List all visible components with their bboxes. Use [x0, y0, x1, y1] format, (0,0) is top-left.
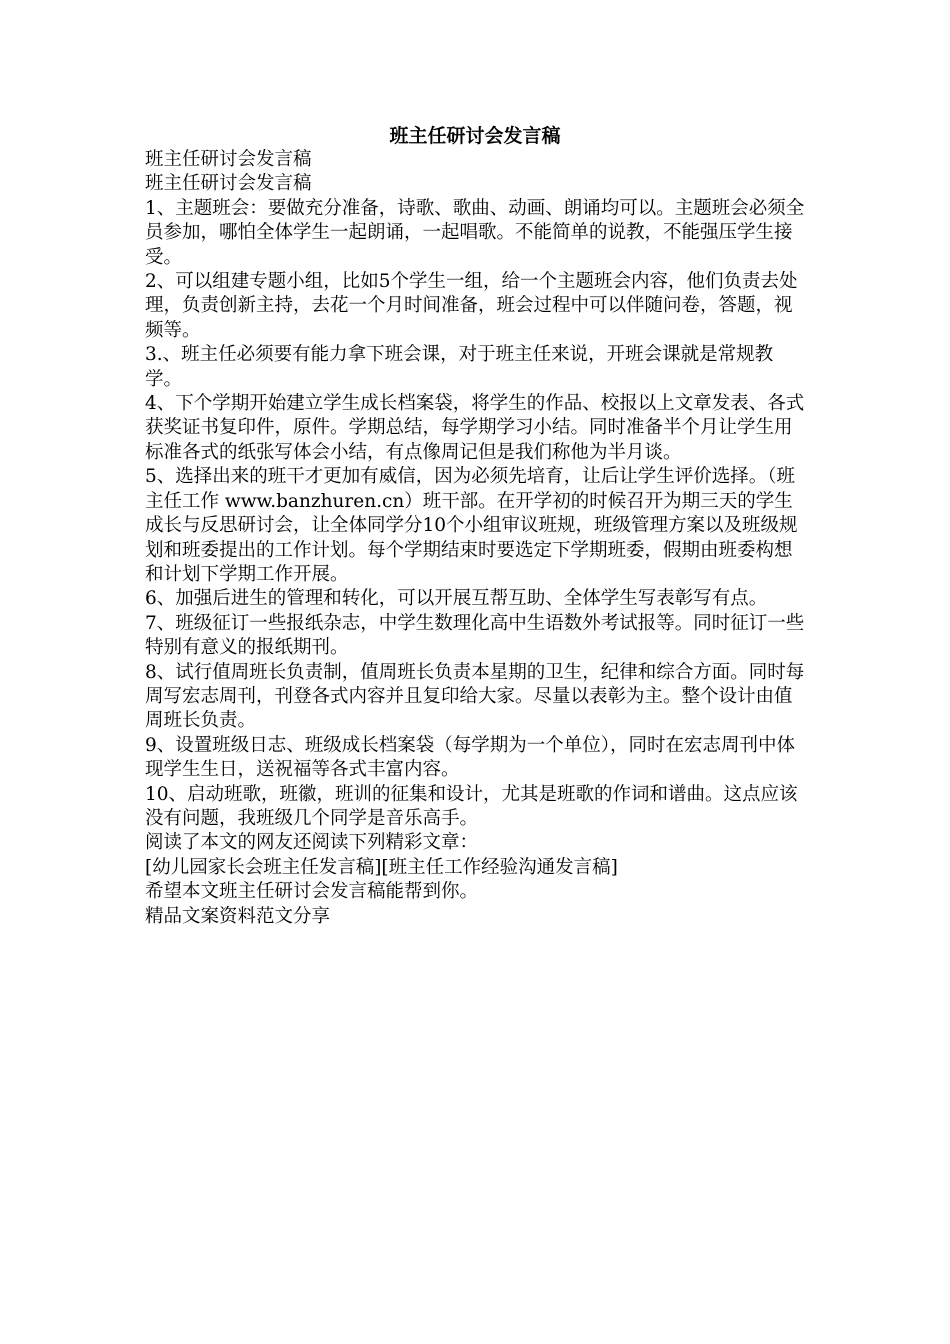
related-articles-links[interactable]: [幼儿园家长会班主任发言稿][班主任工作经验沟通发言稿]: [145, 856, 618, 878]
paragraph-item-6: 6、加强后进生的管理和转化，可以开展互帮互助、全体学生写表彰写有点。: [145, 588, 768, 610]
paragraph-heading-1: 班主任研讨会发言稿: [145, 149, 312, 170]
paragraph-item-10: 10、启动班歌，班徽，班训的征集和设计，尤其是班歌的作词和谱曲。这点应该没有问题，我班级几个同学是音乐高手。: [145, 783, 798, 829]
closing-note: 希望本文班主任研讨会发言稿能帮到你。: [145, 881, 479, 903]
paragraph-item-5: 5、选择出来的班干才更加有威信，因为必须先培育，让后让学生评价选择。（班主任工作 www.banzhuren.cn）班干部。在开学初的时候召开为期三天的学生成长与反思研讨会，让全体同学分10个小组审议班规，班级管理方案以及班级规划和班委提出的工作计划。每个学期结束时要选定下学期班委，假期由班委构想和计划下学期工作开展。: [145, 466, 798, 585]
paragraph-item-3: 3.、班主任必须要有能力拿下班会课，对于班主任来说，开班会课就是常规教学。: [145, 344, 774, 390]
document-body: [145, 148, 810, 929]
footer-note: 精品文案资料范文分享: [145, 905, 331, 927]
paragraph-item-7: 7、班级征订一些报纸杂志，中学生数理化高中生语数外考试报等。同时征订一些特别有意义的报纸期刊。: [145, 612, 805, 659]
paragraph-item-4: 4、下个学期开始建立学生成长档案袋，将学生的作品、校报以上文章发表、各式获奖证书复印件，原件。学期总结，每学期学习小结。同时准备半个月让学生用标准各式的纸张写体会小结，有点像周记但是我们称他为半月谈。: [145, 393, 805, 463]
document-title: 班主任研讨会发言稿: [389, 125, 561, 147]
paragraph-item-8: 8、试行值周班长负责制，值周班长负责本星期的卫生，纪律和综合方面。同时每周写宏志周刊，刊登各式内容并且复印给大家。尽量以表彰为主。整个设计由值周班长负责。: [145, 661, 805, 732]
related-reading-intro: 阅读了本文的网友还阅读下列精彩文章：: [145, 832, 479, 854]
paragraph-heading-2: 班主任研讨会发言稿: [145, 173, 312, 195]
paragraph-item-2: 2、可以组建专题小组，比如5个学生一组，给一个主题班会内容，他们负责去处理，负责创新主持，去花一个月时间准备，班会过程中可以伴随问卷，答题，视频等。: [145, 271, 798, 341]
paragraph-item-9: 9、设置班级日志、班级成长档案袋（每学期为一个单位），同时在宏志周刊中体现学生生日，送祝福等各式丰富内容。: [145, 734, 796, 781]
paragraph-item-1: 1、主题班会：要做充分准备，诗歌、歌曲、动画、朗诵均可以。主题班会必须全员参加，哪怕全体学生一起朗诵，一起唱歌。不能简单的说教，不能强压学生接受。: [145, 197, 805, 268]
